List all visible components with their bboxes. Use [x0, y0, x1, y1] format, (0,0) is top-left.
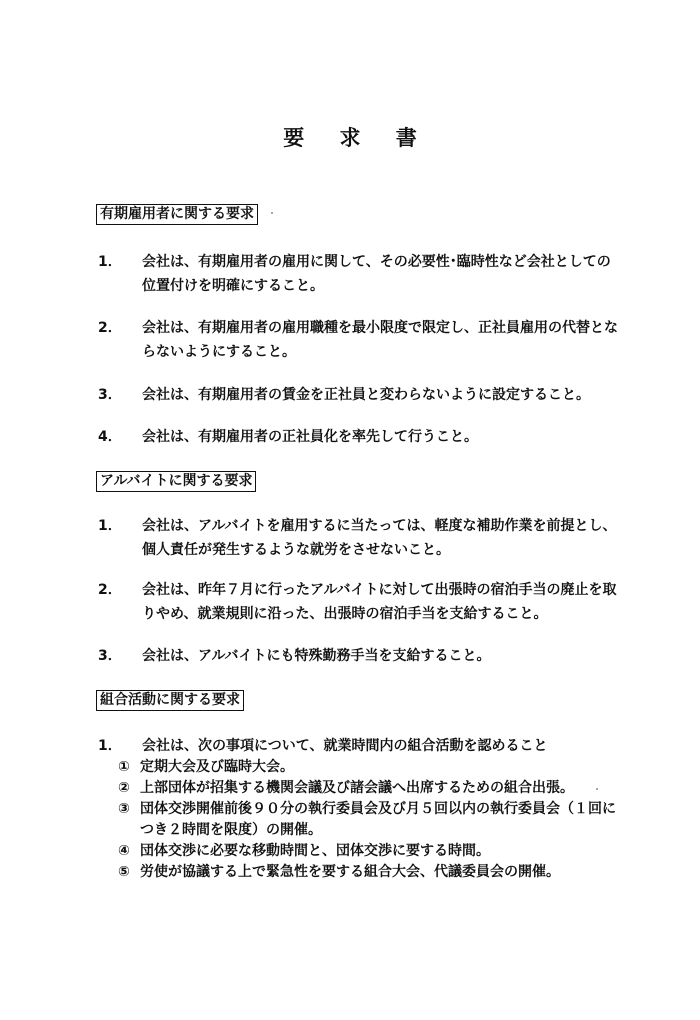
- circled-number-marker: ②: [118, 780, 130, 796]
- list-item: [98, 316, 618, 364]
- sub-item-text: 団体交渉に必要な移動時間と、団体交渉に要する時間。: [140, 843, 490, 859]
- item-text: 会社は、アルバイトにも特殊勤務手当を支給すること。: [142, 648, 491, 664]
- list-item: [98, 734, 618, 758]
- item-number: 4．: [98, 429, 122, 445]
- item-text: 会社は、アルバイトを雇用するに当たっては、軽度な補助作業を前提とし、個人責任が発生するような就労をさせないこと。: [142, 518, 617, 558]
- item-number: 2．: [98, 320, 122, 336]
- union-activity-sublist: [118, 757, 618, 883]
- item-text: 会社は、有期雇用者の雇用職種を最小限度で限定し、正社員雇用の代替とならないようにすること。: [142, 320, 618, 360]
- item-text: 会社は、有期雇用者の雇用に関して、その必要性･臨時性など会社としての位置付けを明確にすること。: [142, 254, 611, 294]
- sub-list-item: [118, 757, 618, 778]
- sub-list-item: [118, 799, 618, 841]
- section-heading-fixed-term: 有期雇用者に関する要求: [96, 204, 258, 225]
- sub-item-text: 団体交渉開催前後９０分の執行委員会及び月５回以内の執行委員会（１回につき２時間を限度）の開催。: [140, 801, 616, 838]
- circled-number-marker: ①: [118, 759, 130, 775]
- sub-list-item: [118, 778, 618, 799]
- item-text: 会社は、昨年７月に行ったアルバイトに対して出張時の宿泊手当の廃止を取りやめ、就業規則に沿った、出張時の宿泊手当を支給すること。: [142, 582, 617, 622]
- list-item: [98, 250, 618, 298]
- circled-number-marker: ③: [118, 801, 130, 817]
- list-item: [98, 383, 618, 407]
- circled-number-marker: ⑤: [118, 864, 130, 880]
- item-text: 会社は、有期雇用者の正社員化を率先して行うこと。: [142, 429, 478, 445]
- item-number: 3．: [98, 387, 122, 403]
- list-item: [98, 644, 618, 668]
- list-item: [98, 425, 618, 449]
- circled-number-marker: ④: [118, 843, 130, 859]
- section-heading-union-activity: 組合活動に関する要求: [96, 690, 244, 711]
- document-title: 要 求 書: [283, 126, 431, 150]
- item-number: 1．: [98, 518, 122, 534]
- item-number: 1．: [98, 254, 122, 270]
- item-number: 1．: [98, 738, 122, 754]
- sub-item-text: 上部団体が招集する機関会議及び諸会議へ出席するための組合出張。: [140, 780, 574, 796]
- sub-list-item: [118, 841, 618, 862]
- item-number: 2．: [98, 582, 122, 598]
- sub-item-text: 労使が協議する上で緊急性を要する組合大会、代議委員会の開催。: [140, 864, 560, 880]
- item-number: 3．: [98, 648, 122, 664]
- list-item: [98, 514, 618, 562]
- item-text: 会社は、次の事項について、就業時間内の組合活動を認めること: [142, 738, 548, 754]
- list-item: [98, 578, 618, 626]
- item-text: 会社は、有期雇用者の賃金を正社員と変わらないように設定すること。: [142, 387, 590, 403]
- sub-item-text: 定期大会及び臨時大会。: [140, 759, 294, 775]
- sub-list-item: [118, 862, 618, 883]
- scan-speck: [596, 788, 598, 790]
- scan-speck: [271, 212, 273, 214]
- section-heading-part-time: アルバイトに関する要求: [96, 471, 256, 492]
